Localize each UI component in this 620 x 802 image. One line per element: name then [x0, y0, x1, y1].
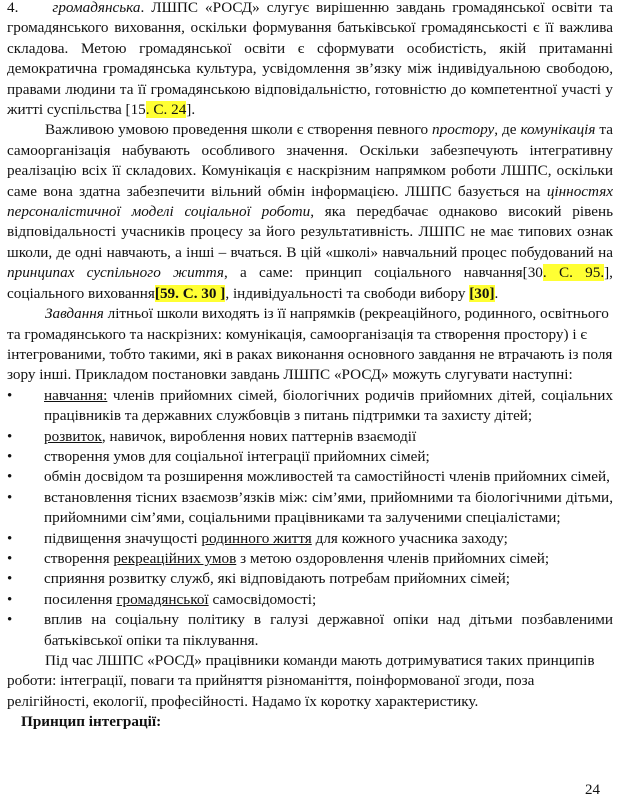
- page-body: [7, 0, 613, 733]
- paragraph-text: .: [494, 284, 499, 302]
- underlined-term: навчання:: [44, 386, 108, 404]
- page-number: 24: [585, 782, 600, 798]
- list-item-text: створення: [44, 549, 114, 567]
- paragraph-text: ], соціального виховання: [7, 264, 613, 302]
- list-item: [7, 569, 613, 589]
- list-item-text: встановлення тісних взаємозв’язків між: сім’ями, прийомними та біологічними дітьми, прийомними сім’ями, соціальними працівниками та залученими спеціалістами;: [44, 488, 613, 527]
- list-item-text: з метою оздоровлення членів прийомних сімей;: [236, 549, 550, 567]
- citation-highlight: . С. 24: [145, 101, 187, 119]
- list-item-text: членів прийомних сімей, біологічних родичів прийомних дітей, соціальних працівників та державних службовців з питань підтримки та захисту дітей;: [44, 386, 613, 425]
- item-number: 4.: [7, 0, 19, 16]
- section-heading: [7, 712, 613, 732]
- citation-highlight: . С. 95.: [542, 264, 605, 282]
- list-item: [7, 488, 613, 529]
- underlined-term: розвиток: [44, 427, 102, 445]
- italic-term: принципах суспільного життя: [7, 264, 224, 282]
- paragraph-text: літньої школи виходять із її напрямків (рекреаційного, родинного, освітнього та громадянського та наскрізних: комунікація, самоорганізація та створення простору) і є інтегрованими, тобто такими, які в раках виконання основного завдання не втрачають із поля зору інші. Прикладом постановки завдань ЛШПС «РОСД» можуть слугувати наступні:: [7, 305, 613, 384]
- list-item: [7, 610, 613, 651]
- term-civic: громадянська: [52, 0, 141, 16]
- paragraph-text: Важливою умовою проведення школи є створення певного: [45, 121, 433, 139]
- list-item: [7, 529, 613, 549]
- list-item-text: створення умов для соціальної інтеграції прийомних сімей;: [44, 447, 430, 465]
- italic-term: Завдання: [45, 305, 104, 323]
- heading-text: Принцип інтеграції:: [21, 713, 162, 731]
- citation-highlight-bold: [30]: [469, 284, 495, 302]
- list-item-text: , навичок, вироблення нових паттернів взаємодії: [101, 427, 417, 445]
- list-item-text: самосвідомості;: [208, 590, 317, 608]
- list-item-text: сприяння розвитку служб, які відповідають потребам прийомних сімей;: [44, 570, 510, 588]
- citation-highlight-bold: [59. С. 30 ]: [154, 284, 226, 302]
- list-item-text: підвищення значущості: [44, 529, 202, 547]
- list-item: [7, 549, 613, 569]
- list-item: [7, 386, 613, 427]
- list-item-text: обмін досвідом та розширення можливостей та самостійності членів прийомних сімей,: [44, 468, 610, 486]
- paragraph-text: та самоорганізація набувають особливого значення. Оскільки забезпечують інтегративну реалізацію всіх її складових. Комунікація є наскрізним напрямком роботи ЛШПС, оскільки саме вона здатна забезпечити вільний обмін інформацією. ЛШПС базується на: [7, 121, 613, 200]
- list-item-text: вплив на соціальну політику в галузі державної опіки над дітьми позбавленими батьківської опіки та піклування.: [44, 611, 613, 649]
- underlined-term: рекреаційних умов: [113, 549, 237, 567]
- paragraph-space-communication: [7, 120, 613, 304]
- italic-term: цінностях персоналістичної моделі соціальної роботи: [7, 182, 613, 221]
- task-list: [7, 386, 613, 651]
- italic-term: комунікація: [520, 121, 596, 139]
- underlined-term: родинного життя: [201, 529, 312, 547]
- list-item-text: для кожного учасника заходу;: [311, 529, 508, 547]
- list-item: [7, 427, 613, 447]
- underlined-term: громадянської: [116, 590, 209, 608]
- list-item: [7, 467, 613, 487]
- paragraph-principles: Під час ЛШПС «РОСД» працівники команди мають дотримуватися таких принципів роботи: інтеграції, поваги та прийняття різноманіття, поінформованої згоди, поза релігійності, екології, професійності. Надамо їх коротку характеристику.: [7, 652, 595, 710]
- paragraph-text: , яка передбачає однаково високий рівень відповідальності учасників процесу за його результативність. ЛШПС не має типових ознак школи, де одні навчають, а інші – вчаться. В цій «школі» навчальний процес побудований на: [7, 203, 613, 261]
- paragraph-text: ].: [186, 101, 196, 119]
- list-item: [7, 447, 613, 467]
- paragraph-text: , індивідуальності та свободи вибору: [225, 284, 470, 302]
- paragraph-text: , де: [494, 121, 521, 139]
- paragraph-text: , а саме: принцип соціального навчання[30: [223, 264, 543, 282]
- list-item-text: посилення: [44, 590, 117, 608]
- list-item: [7, 590, 613, 610]
- paragraph-civic: [7, 0, 613, 120]
- paragraph-tasks: [7, 304, 613, 386]
- italic-term: простору: [432, 121, 495, 139]
- paragraph-text: . ЛШПС «РОСД» слугує вирішенню завдань громадянської освіти та громадянського виховання, оскільки формування батьківської громадянськості є її важлива складова. Метою громадянської освіти є сформувати особистість, якій притаманні демократична громадянська культура, усвідомлення зв’язку між індивідуальною свободою, правами людини та її громадянською відповідальністю, готовністю до компетентної участі у житті суспільства [15: [7, 0, 613, 119]
